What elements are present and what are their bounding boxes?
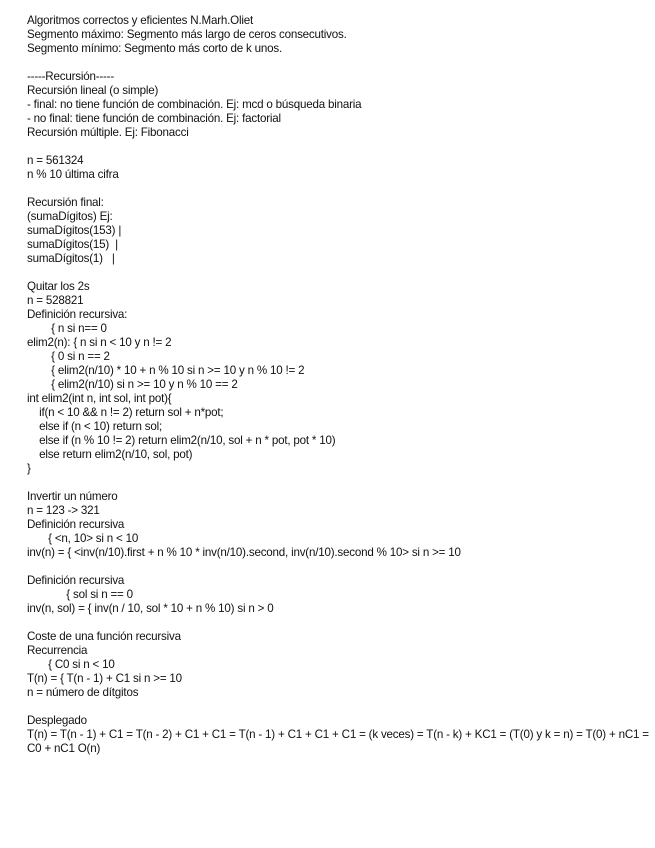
text-line: Quitar los 2s: [27, 280, 90, 293]
blank-line: [27, 182, 647, 196]
text-line: else if (n % 10 != 2) return elim2(n/10, sol + n * pot, pot * 10): [27, 434, 336, 447]
text-line: Desplegado: [27, 714, 87, 727]
blank-line: [27, 700, 647, 714]
text-line: Definición recursiva: [27, 574, 125, 587]
notes-document: [27, 14, 647, 756]
text-line: n % 10 última cifra: [27, 168, 119, 181]
text-line: else return elim2(n/10, sol, pot): [27, 448, 193, 461]
text-line: (sumaDígitos) Ej:: [27, 210, 113, 223]
text-line: { <n, 10> si n < 10: [27, 532, 139, 545]
text-line: n = 123 -> 321: [27, 504, 100, 517]
text-line: Algoritmos correctos y eficientes N.Marh.Oliet: [27, 14, 253, 27]
blank-line: [27, 476, 647, 490]
text-line: Recursión final:: [27, 196, 104, 209]
text-line: int elim2(int n, int sol, int pot){: [27, 392, 172, 405]
text-line: sumaDígitos(153) |: [27, 224, 122, 237]
text-line: Recurrencia: [27, 644, 88, 657]
text-line: Definición recursiva:: [27, 308, 128, 321]
text-line: Definición recursiva: [27, 518, 125, 531]
text-line: inv(n) = { <inv(n/10).first + n % 10 * inv(n/10).second, inv(n/10).second % 10> si n >= 10: [27, 546, 461, 559]
text-line: Segmento máximo: Segmento más largo de ceros consecutivos.: [27, 28, 347, 41]
text-line: { elim2(n/10) * 10 + n % 10 si n >= 10 y n % 10 != 2: [27, 364, 305, 377]
text-line: { sol si n == 0: [27, 588, 133, 601]
text-line: Coste de una función recursiva: [27, 630, 181, 643]
text-line: Recursión lineal (o simple): [27, 84, 159, 97]
blank-line: [27, 560, 647, 574]
text-line: T(n) = { T(n - 1) + C1 si n >= 10: [27, 672, 182, 685]
text-line: inv(n, sol) = { inv(n / 10, sol * 10 + n % 10) si n > 0: [27, 602, 274, 615]
blank-line: [27, 140, 647, 154]
blank-line: [27, 266, 647, 280]
text-line: n = 561324: [27, 154, 84, 167]
text-line: Segmento mínimo: Segmento más corto de k unos.: [27, 42, 283, 55]
text-line: sumaDígitos(1) |: [27, 252, 115, 265]
text-line: sumaDígitos(15) |: [27, 238, 118, 251]
text-line: Invertir un número: [27, 490, 118, 503]
text-line: n = número de dítgitos: [27, 686, 139, 699]
text-line: n = 528821: [27, 294, 84, 307]
text-line: - no final: tiene función de combinación. Ej: factorial: [27, 112, 281, 125]
text-line: -----Recursión-----: [27, 70, 115, 83]
text-line: if(n < 10 && n != 2) return sol + n*pot;: [27, 406, 224, 419]
text-line: Recursión múltiple. Ej: Fibonacci: [27, 126, 189, 139]
text-line: { n si n== 0: [27, 322, 107, 335]
text-line: else if (n < 10) return sol;: [27, 420, 163, 433]
text-line: { C0 si n < 10: [27, 658, 115, 671]
text-line: elim2(n): { n si n < 10 y n != 2: [27, 336, 172, 349]
blank-line: [27, 56, 647, 70]
text-line: { 0 si n == 2: [27, 350, 110, 363]
text-line: T(n) = T(n - 1) + C1 = T(n - 2) + C1 + C1 = T(n - 1) + C1 + C1 + C1 = (k veces) = T(n - k) + KC1 = (T(0) y k = n) = T(0) + nC1 = C0 + nC1 O(n): [27, 728, 649, 755]
text-line: { elim2(n/10) si n >= 10 y n % 10 == 2: [27, 378, 238, 391]
text-line: }: [27, 462, 31, 475]
text-line: - final: no tiene función de combinación. Ej: mcd o búsqueda binaria: [27, 98, 362, 111]
blank-line: [27, 616, 647, 630]
